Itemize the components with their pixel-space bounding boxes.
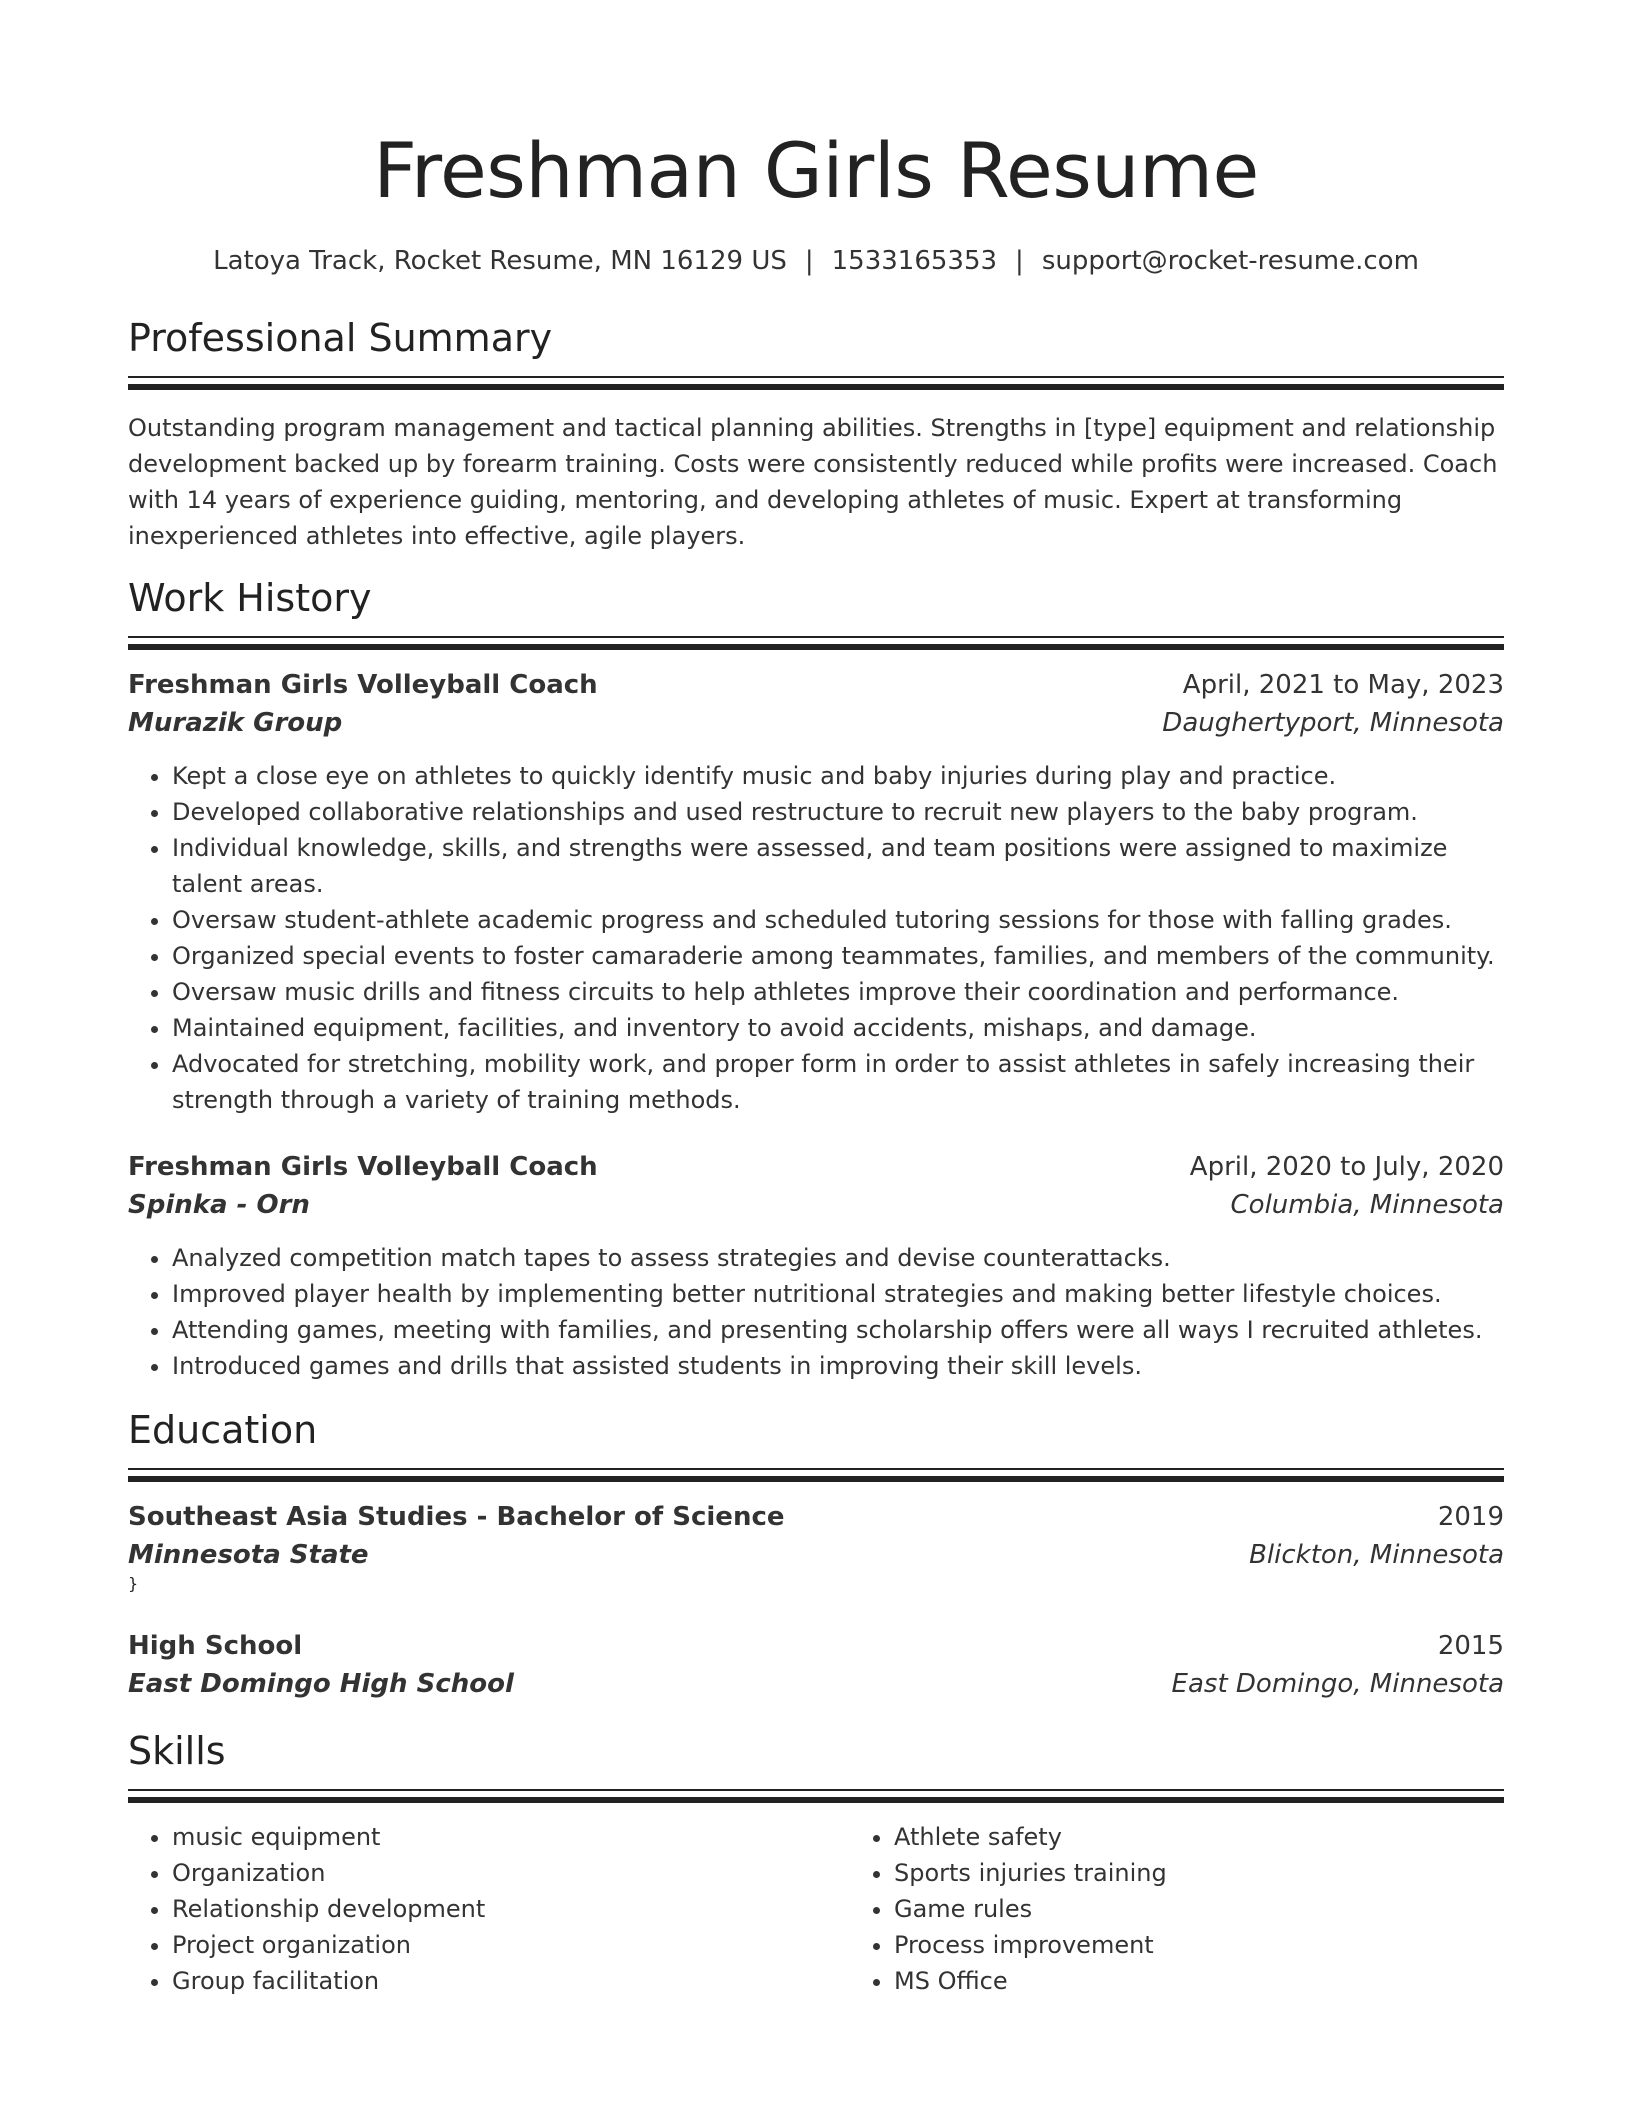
education-year: 2019: [1437, 1502, 1504, 1532]
skill-item: • MS Office: [894, 1963, 1572, 1999]
skill-item: • Sports injuries training: [894, 1855, 1572, 1891]
work-history-heading: Work History: [128, 576, 372, 620]
job-dates: April, 2020 to July, 2020: [1189, 1152, 1504, 1182]
skills-list-right: [850, 1819, 1572, 1999]
education-school: Minnesota State: [128, 1540, 369, 1570]
section-divider: [128, 1468, 1504, 1482]
list-item: • Organized special events to foster camaraderie among teammates, families, and members of the community.: [172, 938, 1504, 974]
job-entry: [128, 1148, 1504, 1384]
section-divider: [128, 636, 1504, 650]
job-company-row: [128, 704, 1504, 742]
section-divider: [128, 376, 1504, 390]
job-title: Freshman Girls Volleyball Coach: [128, 1152, 598, 1182]
skill-item: • music equipment: [172, 1819, 850, 1855]
job-location: Columbia, Minnesota: [1230, 1190, 1504, 1220]
list-item: • Attending games, meeting with families, and presenting scholarship offers were all ways I recruited athletes.: [172, 1312, 1504, 1348]
skill-item: • Group facilitation: [172, 1963, 850, 1999]
resume-title: Freshman Girls Resume: [373, 126, 1259, 215]
education-entry: Southeast Asia Studies - Bachelor of Science 2019 Minnesota State Blickton, Minnesota }: [128, 1498, 1504, 1593]
skill-item: • Project organization: [172, 1927, 850, 1963]
skills-heading: Skills: [128, 1729, 226, 1773]
job-duties-list: [128, 1240, 1504, 1384]
skills-list-left: [128, 1819, 850, 1999]
education-heading: Education: [128, 1408, 318, 1452]
contact-address: Latoya Track, Rocket Resume, MN 16129 US: [213, 246, 787, 276]
education-year: 2015: [1437, 1631, 1504, 1661]
education-header-row: [128, 1498, 1504, 1536]
education-school-row: [128, 1665, 1504, 1703]
education-degree: High School: [128, 1631, 303, 1661]
education-entry: [128, 1627, 1504, 1703]
job-title: Freshman Girls Volleyball Coach: [128, 670, 598, 700]
list-item: • Introduced games and drills that assisted students in improving their skill levels.: [172, 1348, 1504, 1384]
job-location: Daughertyport, Minnesota: [1162, 708, 1504, 738]
job-header-row: [128, 666, 1504, 704]
list-item: • Developed collaborative relationships and used restructure to recruit new players to the baby program.: [172, 794, 1504, 830]
list-item: • Improved player health by implementing better nutritional strategies and making better lifestyle choices.: [172, 1276, 1504, 1312]
job-duties-list: [128, 758, 1504, 1118]
education-school-row: [128, 1536, 1504, 1574]
skills-columns: [128, 1819, 1504, 1999]
skill-item: • Process improvement: [894, 1927, 1572, 1963]
section-divider: [128, 1789, 1504, 1803]
resume-page: [128, 0, 1504, 1999]
education-school: East Domingo High School: [128, 1669, 514, 1699]
education-location: East Domingo, Minnesota: [1171, 1669, 1504, 1699]
education-location: Blickton, Minnesota: [1249, 1540, 1504, 1570]
summary-section: [128, 314, 1504, 554]
skills-section: [128, 1727, 1504, 1999]
list-item: • Individual knowledge, skills, and strengths were assessed, and team positions were assigned to maximize talent areas.: [172, 830, 1504, 902]
list-item: • Analyzed competition match tapes to assess strategies and devise counterattacks.: [172, 1240, 1504, 1276]
job-company-row: [128, 1186, 1504, 1224]
contact-separator: |: [1015, 246, 1024, 276]
list-item: • Oversaw student-athlete academic progress and scheduled tutoring sessions for those with falling grades.: [172, 902, 1504, 938]
work-history-section: [128, 574, 1504, 1384]
skill-item: • Game rules: [894, 1891, 1572, 1927]
list-item: • Advocated for stretching, mobility work, and proper form in order to assist athletes in safely increasing their strength through a variety of training methods.: [172, 1046, 1504, 1118]
job-header-row: [128, 1148, 1504, 1186]
education-degree: Southeast Asia Studies - Bachelor of Science: [128, 1502, 785, 1532]
skill-item: • Organization: [172, 1855, 850, 1891]
contact-line: [128, 244, 1504, 278]
list-item: • Oversaw music drills and fitness circuits to help athletes improve their coordination and performance.: [172, 974, 1504, 1010]
job-company: Murazik Group: [128, 708, 343, 738]
summary-heading: Professional Summary: [128, 316, 553, 360]
job-company: Spinka - Orn: [128, 1190, 310, 1220]
summary-text: Outstanding program management and tactical planning abilities. Strengths in [type] equipment and relationship development backed up by forearm training. Costs were consistently reduced while profits were increased. Coach with 14 years of experience guiding, mentoring, and developing athletes of music. Expert at transforming inexperienced athletes into effective, agile players.: [128, 414, 1498, 550]
list-item: • Kept a close eye on athletes to quickly identify music and baby injuries during play and practice.: [172, 758, 1504, 794]
contact-separator: |: [804, 246, 814, 276]
education-section: [128, 1406, 1504, 1703]
contact-email: support@rocket-resume.com: [1041, 246, 1419, 276]
list-item: • Maintained equipment, facilities, and inventory to avoid accidents, mishaps, and damage.: [172, 1010, 1504, 1046]
skill-item: • Relationship development: [172, 1891, 850, 1927]
contact-phone: 1533165353: [831, 246, 998, 276]
job-dates: April, 2021 to May, 2023: [1182, 670, 1504, 700]
skill-item: • Athlete safety: [894, 1819, 1572, 1855]
job-entry: [128, 666, 1504, 1118]
education-header-row: [128, 1627, 1504, 1665]
